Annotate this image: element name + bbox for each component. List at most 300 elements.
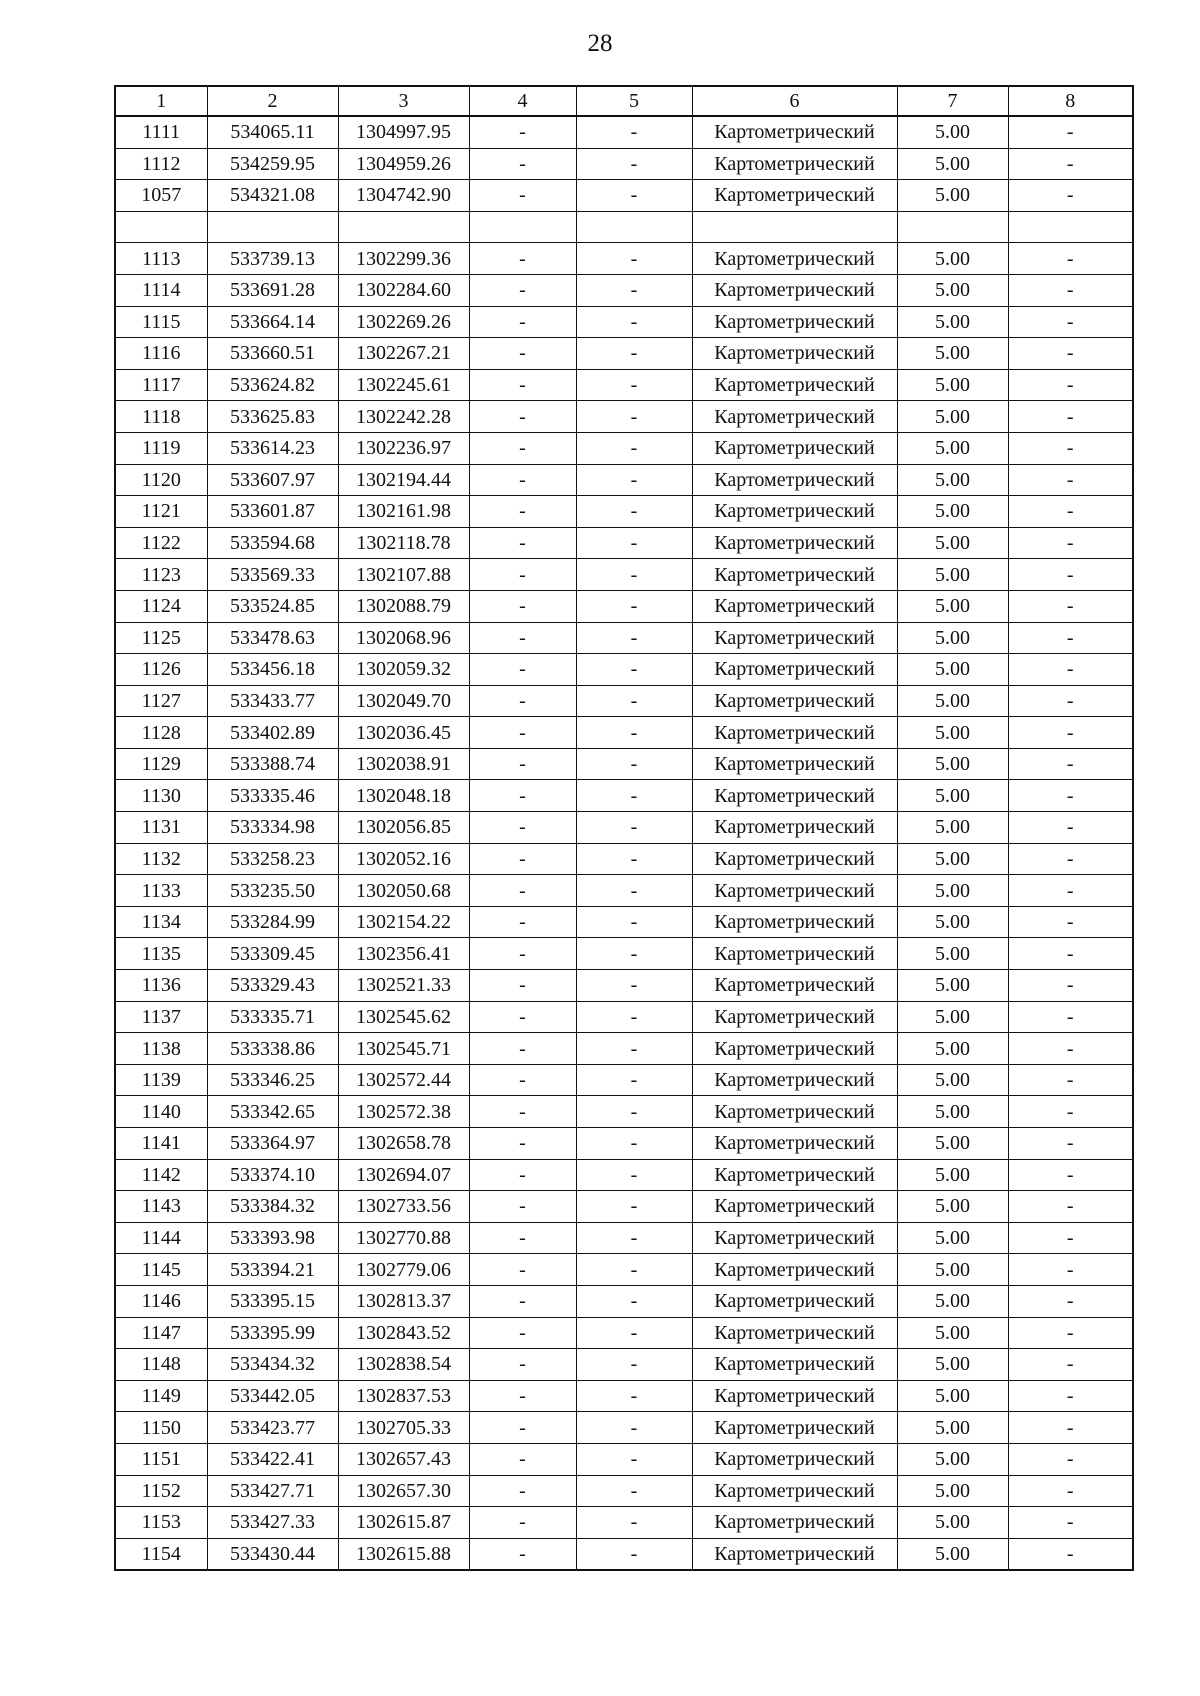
method-cell: Картометрический: [692, 464, 897, 496]
column-8-cell: -: [1008, 1128, 1133, 1160]
column-8-cell: -: [1008, 906, 1133, 938]
accuracy-cell: 5.00: [897, 1507, 1008, 1539]
column-4-cell: -: [469, 559, 576, 591]
method-cell: Картометрический: [692, 369, 897, 401]
accuracy-cell: 5.00: [897, 906, 1008, 938]
point-number-cell: 1133: [115, 875, 207, 907]
y-coordinate-cell: 1302048.18: [338, 780, 469, 812]
column-5-cell: -: [576, 1159, 692, 1191]
method-cell: Картометрический: [692, 1412, 897, 1444]
method-cell: Картометрический: [692, 843, 897, 875]
column-4-cell: -: [469, 1285, 576, 1317]
point-number-cell: 1144: [115, 1222, 207, 1254]
column-5-cell: -: [576, 717, 692, 749]
accuracy-cell: 5.00: [897, 1475, 1008, 1507]
column-4-cell: -: [469, 1507, 576, 1539]
accuracy-cell: 5.00: [897, 590, 1008, 622]
x-coordinate-cell: 533342.65: [207, 1096, 338, 1128]
y-coordinate-cell: 1302545.62: [338, 1001, 469, 1033]
method-cell: Картометрический: [692, 906, 897, 938]
point-number-cell: 1139: [115, 1064, 207, 1096]
column-4-cell: -: [469, 717, 576, 749]
accuracy-cell: 5.00: [897, 970, 1008, 1002]
x-coordinate-cell: 533395.15: [207, 1285, 338, 1317]
point-number-cell: 1117: [115, 369, 207, 401]
table-row: [115, 1507, 1133, 1539]
table-header: [115, 86, 1133, 116]
table-row: [115, 748, 1133, 780]
y-coordinate-cell: 1302267.21: [338, 338, 469, 370]
accuracy-cell: 5.00: [897, 432, 1008, 464]
point-number-cell: 1127: [115, 685, 207, 717]
point-number-cell: 1152: [115, 1475, 207, 1507]
column-4-cell: -: [469, 843, 576, 875]
column-8-cell: -: [1008, 1475, 1133, 1507]
point-number-cell: 1136: [115, 970, 207, 1002]
column-4-cell: -: [469, 875, 576, 907]
y-coordinate-cell: 1302705.33: [338, 1412, 469, 1444]
table-row: [115, 496, 1133, 528]
y-coordinate-cell: 1302050.68: [338, 875, 469, 907]
point-number-cell: 1135: [115, 938, 207, 970]
column-5-cell: -: [576, 685, 692, 717]
method-cell: Картометрический: [692, 527, 897, 559]
column-4-cell: -: [469, 243, 576, 275]
y-coordinate-cell: 1302269.26: [338, 306, 469, 338]
column-5-cell: -: [576, 1096, 692, 1128]
accuracy-cell: 5.00: [897, 1443, 1008, 1475]
y-coordinate-cell: [338, 211, 469, 243]
table-body: [115, 116, 1133, 1570]
accuracy-cell: 5.00: [897, 1128, 1008, 1160]
point-number-cell: 1151: [115, 1443, 207, 1475]
method-cell: Картометрический: [692, 717, 897, 749]
column-4-cell: -: [469, 1349, 576, 1381]
x-coordinate-cell: 533456.18: [207, 654, 338, 686]
column-5-cell: -: [576, 1507, 692, 1539]
accuracy-cell: 5.00: [897, 1349, 1008, 1381]
y-coordinate-cell: 1302194.44: [338, 464, 469, 496]
table-row: [115, 906, 1133, 938]
column-4-cell: -: [469, 1222, 576, 1254]
x-coordinate-cell: 533427.33: [207, 1507, 338, 1539]
x-coordinate-cell: 533329.43: [207, 970, 338, 1002]
x-coordinate-cell: 533335.71: [207, 1001, 338, 1033]
accuracy-cell: 5.00: [897, 306, 1008, 338]
table-row: [115, 1128, 1133, 1160]
y-coordinate-cell: 1302843.52: [338, 1317, 469, 1349]
x-coordinate-cell: 533442.05: [207, 1380, 338, 1412]
column-4-cell: -: [469, 622, 576, 654]
y-coordinate-cell: 1302615.88: [338, 1538, 469, 1570]
method-cell: Картометрический: [692, 1033, 897, 1065]
column-8-cell: -: [1008, 685, 1133, 717]
method-cell: Картометрический: [692, 1096, 897, 1128]
x-coordinate-cell: 533434.32: [207, 1349, 338, 1381]
column-5-cell: -: [576, 1001, 692, 1033]
x-coordinate-cell: 533624.82: [207, 369, 338, 401]
column-5-cell: -: [576, 622, 692, 654]
y-coordinate-cell: 1302615.87: [338, 1507, 469, 1539]
y-coordinate-cell: 1302837.53: [338, 1380, 469, 1412]
column-5-cell: -: [576, 590, 692, 622]
accuracy-cell: 5.00: [897, 780, 1008, 812]
column-4-cell: -: [469, 527, 576, 559]
column-4-cell: -: [469, 748, 576, 780]
table-row: [115, 401, 1133, 433]
column-8-cell: -: [1008, 1001, 1133, 1033]
x-coordinate-cell: [207, 211, 338, 243]
column-8-cell: -: [1008, 1191, 1133, 1223]
y-coordinate-cell: 1302770.88: [338, 1222, 469, 1254]
column-5-cell: -: [576, 654, 692, 686]
method-cell: Картометрический: [692, 812, 897, 844]
column-4-cell: -: [469, 401, 576, 433]
x-coordinate-cell: 533338.86: [207, 1033, 338, 1065]
table-row: [115, 432, 1133, 464]
y-coordinate-cell: 1302356.41: [338, 938, 469, 970]
x-coordinate-cell: 533524.85: [207, 590, 338, 622]
point-number-cell: 1143: [115, 1191, 207, 1223]
column-4-cell: -: [469, 1128, 576, 1160]
column-5-cell: -: [576, 180, 692, 212]
table-row: [115, 1380, 1133, 1412]
column-8-cell: -: [1008, 496, 1133, 528]
column-4-cell: -: [469, 1064, 576, 1096]
header-row: [115, 86, 1133, 116]
column-5-cell: -: [576, 1222, 692, 1254]
y-coordinate-cell: 1302838.54: [338, 1349, 469, 1381]
y-coordinate-cell: 1302036.45: [338, 717, 469, 749]
y-coordinate-cell: 1302658.78: [338, 1128, 469, 1160]
column-5-cell: -: [576, 1349, 692, 1381]
y-coordinate-cell: 1302049.70: [338, 685, 469, 717]
accuracy-cell: 5.00: [897, 622, 1008, 654]
method-cell: Картометрический: [692, 274, 897, 306]
column-8-cell: -: [1008, 401, 1133, 433]
column-8-cell: -: [1008, 843, 1133, 875]
accuracy-cell: 5.00: [897, 843, 1008, 875]
column-5-cell: -: [576, 496, 692, 528]
column-5-cell: -: [576, 243, 692, 275]
point-number-cell: 1125: [115, 622, 207, 654]
y-coordinate-cell: 1302545.71: [338, 1033, 469, 1065]
x-coordinate-cell: 533422.41: [207, 1443, 338, 1475]
column-5-cell: -: [576, 1254, 692, 1286]
y-coordinate-cell: 1302657.43: [338, 1443, 469, 1475]
accuracy-cell: 5.00: [897, 338, 1008, 370]
point-number-cell: 1116: [115, 338, 207, 370]
accuracy-cell: 5.00: [897, 1001, 1008, 1033]
column-5-cell: -: [576, 1317, 692, 1349]
column-5-cell: -: [576, 1285, 692, 1317]
column-5-cell: -: [576, 875, 692, 907]
method-cell: Картометрический: [692, 1191, 897, 1223]
column-4-cell: -: [469, 685, 576, 717]
column-5-cell: -: [576, 1443, 692, 1475]
table-row: [115, 369, 1133, 401]
table-row: [115, 875, 1133, 907]
column-8-cell: -: [1008, 717, 1133, 749]
point-number-cell: 1154: [115, 1538, 207, 1570]
x-coordinate-cell: 533660.51: [207, 338, 338, 370]
column-header-2: 2: [207, 86, 338, 116]
point-number-cell: 1112: [115, 148, 207, 180]
x-coordinate-cell: 533427.71: [207, 1475, 338, 1507]
method-cell: Картометрический: [692, 1475, 897, 1507]
table-row: [115, 812, 1133, 844]
table-row: [115, 527, 1133, 559]
x-coordinate-cell: 533402.89: [207, 717, 338, 749]
point-number-cell: 1145: [115, 1254, 207, 1286]
table-row: [115, 717, 1133, 749]
column-8-cell: -: [1008, 1159, 1133, 1191]
column-4-cell: -: [469, 780, 576, 812]
method-cell: Картометрический: [692, 622, 897, 654]
column-header-3: 3: [338, 86, 469, 116]
y-coordinate-cell: 1302572.38: [338, 1096, 469, 1128]
x-coordinate-cell: 534321.08: [207, 180, 338, 212]
method-cell: Картометрический: [692, 1159, 897, 1191]
table-row: [115, 970, 1133, 1002]
table-row: [115, 1096, 1133, 1128]
table-row: [115, 1064, 1133, 1096]
column-5-cell: -: [576, 432, 692, 464]
column-5-cell: -: [576, 274, 692, 306]
x-coordinate-cell: 533433.77: [207, 685, 338, 717]
column-8-cell: -: [1008, 369, 1133, 401]
point-number-cell: 1131: [115, 812, 207, 844]
table-row: [115, 559, 1133, 591]
x-coordinate-cell: 533309.45: [207, 938, 338, 970]
column-4-cell: -: [469, 812, 576, 844]
method-cell: Картометрический: [692, 1285, 897, 1317]
table-row: [115, 180, 1133, 212]
y-coordinate-cell: 1302572.44: [338, 1064, 469, 1096]
column-5-cell: -: [576, 369, 692, 401]
accuracy-cell: 5.00: [897, 685, 1008, 717]
column-8-cell: -: [1008, 243, 1133, 275]
point-number-cell: 1124: [115, 590, 207, 622]
method-cell: Картометрический: [692, 748, 897, 780]
column-4-cell: -: [469, 1475, 576, 1507]
column-5-cell: [576, 211, 692, 243]
column-8-cell: -: [1008, 1380, 1133, 1412]
accuracy-cell: 5.00: [897, 527, 1008, 559]
page-number: 28: [587, 30, 613, 57]
point-number-cell: 1142: [115, 1159, 207, 1191]
column-8-cell: -: [1008, 590, 1133, 622]
column-8-cell: -: [1008, 1096, 1133, 1128]
y-coordinate-cell: 1302038.91: [338, 748, 469, 780]
column-5-cell: -: [576, 148, 692, 180]
method-cell: Картометрический: [692, 1001, 897, 1033]
column-8-cell: -: [1008, 338, 1133, 370]
column-5-cell: -: [576, 938, 692, 970]
column-4-cell: -: [469, 1033, 576, 1065]
x-coordinate-cell: 533395.99: [207, 1317, 338, 1349]
y-coordinate-cell: 1304959.26: [338, 148, 469, 180]
point-number-cell: 1130: [115, 780, 207, 812]
table-row: [115, 274, 1133, 306]
column-8-cell: [1008, 211, 1133, 243]
column-8-cell: -: [1008, 1538, 1133, 1570]
accuracy-cell: 5.00: [897, 116, 1008, 148]
y-coordinate-cell: 1302299.36: [338, 243, 469, 275]
method-cell: Картометрический: [692, 1064, 897, 1096]
column-5-cell: -: [576, 1475, 692, 1507]
column-8-cell: -: [1008, 464, 1133, 496]
method-cell: Картометрический: [692, 875, 897, 907]
x-coordinate-cell: 533423.77: [207, 1412, 338, 1444]
x-coordinate-cell: 533374.10: [207, 1159, 338, 1191]
x-coordinate-cell: 533430.44: [207, 1538, 338, 1570]
column-8-cell: -: [1008, 938, 1133, 970]
column-4-cell: -: [469, 432, 576, 464]
accuracy-cell: [897, 211, 1008, 243]
method-cell: Картометрический: [692, 970, 897, 1002]
method-cell: Картометрический: [692, 1380, 897, 1412]
point-number-cell: [115, 211, 207, 243]
table-row: [115, 1475, 1133, 1507]
point-number-cell: 1150: [115, 1412, 207, 1444]
column-4-cell: -: [469, 1380, 576, 1412]
table-row: [115, 1222, 1133, 1254]
column-8-cell: -: [1008, 622, 1133, 654]
method-cell: Картометрический: [692, 496, 897, 528]
column-4-cell: -: [469, 1412, 576, 1444]
table-row: [115, 116, 1133, 148]
column-header-6: 6: [692, 86, 897, 116]
column-5-cell: -: [576, 527, 692, 559]
column-5-cell: -: [576, 812, 692, 844]
x-coordinate-cell: 533346.25: [207, 1064, 338, 1096]
column-4-cell: -: [469, 148, 576, 180]
column-8-cell: -: [1008, 116, 1133, 148]
column-header-1: 1: [115, 86, 207, 116]
column-5-cell: -: [576, 1412, 692, 1444]
x-coordinate-cell: 533258.23: [207, 843, 338, 875]
x-coordinate-cell: 533284.99: [207, 906, 338, 938]
column-8-cell: -: [1008, 1064, 1133, 1096]
point-number-cell: 1146: [115, 1285, 207, 1317]
point-number-cell: 1126: [115, 654, 207, 686]
point-number-cell: 1120: [115, 464, 207, 496]
column-8-cell: -: [1008, 527, 1133, 559]
method-cell: Картометрический: [692, 1538, 897, 1570]
column-8-cell: -: [1008, 559, 1133, 591]
column-8-cell: -: [1008, 1285, 1133, 1317]
y-coordinate-cell: 1302161.98: [338, 496, 469, 528]
column-8-cell: -: [1008, 180, 1133, 212]
accuracy-cell: 5.00: [897, 369, 1008, 401]
method-cell: Картометрический: [692, 116, 897, 148]
accuracy-cell: 5.00: [897, 812, 1008, 844]
column-header-8: 8: [1008, 86, 1133, 116]
column-8-cell: -: [1008, 748, 1133, 780]
accuracy-cell: 5.00: [897, 1191, 1008, 1223]
x-coordinate-cell: 533569.33: [207, 559, 338, 591]
accuracy-cell: 5.00: [897, 559, 1008, 591]
y-coordinate-cell: 1302242.28: [338, 401, 469, 433]
y-coordinate-cell: 1302107.88: [338, 559, 469, 591]
y-coordinate-cell: 1302059.32: [338, 654, 469, 686]
column-8-cell: -: [1008, 1033, 1133, 1065]
column-5-cell: -: [576, 306, 692, 338]
column-4-cell: -: [469, 1317, 576, 1349]
column-5-cell: -: [576, 401, 692, 433]
method-cell: Картометрический: [692, 1128, 897, 1160]
column-4-cell: -: [469, 970, 576, 1002]
y-coordinate-cell: 1302694.07: [338, 1159, 469, 1191]
method-cell: Картометрический: [692, 938, 897, 970]
accuracy-cell: 5.00: [897, 401, 1008, 433]
x-coordinate-cell: 533384.32: [207, 1191, 338, 1223]
point-number-cell: 1153: [115, 1507, 207, 1539]
method-cell: Картометрический: [692, 780, 897, 812]
column-header-5: 5: [576, 86, 692, 116]
table-row: [115, 1001, 1133, 1033]
y-coordinate-cell: 1302088.79: [338, 590, 469, 622]
table-row: [115, 1443, 1133, 1475]
column-8-cell: -: [1008, 780, 1133, 812]
column-5-cell: -: [576, 116, 692, 148]
column-5-cell: -: [576, 1380, 692, 1412]
column-5-cell: -: [576, 1538, 692, 1570]
column-8-cell: -: [1008, 1317, 1133, 1349]
y-coordinate-cell: 1302056.85: [338, 812, 469, 844]
accuracy-cell: 5.00: [897, 938, 1008, 970]
method-cell: Картометрический: [692, 1317, 897, 1349]
method-cell: [692, 211, 897, 243]
table-row: [115, 1191, 1133, 1223]
method-cell: Картометрический: [692, 180, 897, 212]
y-coordinate-cell: 1302813.37: [338, 1285, 469, 1317]
accuracy-cell: 5.00: [897, 1380, 1008, 1412]
column-5-cell: -: [576, 843, 692, 875]
column-4-cell: -: [469, 369, 576, 401]
column-8-cell: -: [1008, 654, 1133, 686]
method-cell: Картометрический: [692, 685, 897, 717]
y-coordinate-cell: 1304742.90: [338, 180, 469, 212]
method-cell: Картометрический: [692, 306, 897, 338]
method-cell: Картометрический: [692, 1507, 897, 1539]
table-row: [115, 306, 1133, 338]
y-coordinate-cell: 1302657.30: [338, 1475, 469, 1507]
point-number-cell: 1123: [115, 559, 207, 591]
x-coordinate-cell: 533235.50: [207, 875, 338, 907]
point-number-cell: 1132: [115, 843, 207, 875]
column-8-cell: -: [1008, 1507, 1133, 1539]
method-cell: Картометрический: [692, 243, 897, 275]
column-8-cell: -: [1008, 1443, 1133, 1475]
table-row: [115, 243, 1133, 275]
column-4-cell: -: [469, 906, 576, 938]
x-coordinate-cell: 533739.13: [207, 243, 338, 275]
column-8-cell: -: [1008, 306, 1133, 338]
column-5-cell: -: [576, 464, 692, 496]
table-row: [115, 1033, 1133, 1065]
accuracy-cell: 5.00: [897, 464, 1008, 496]
point-number-cell: 1121: [115, 496, 207, 528]
accuracy-cell: 5.00: [897, 1538, 1008, 1570]
column-5-cell: -: [576, 1191, 692, 1223]
column-4-cell: -: [469, 274, 576, 306]
x-coordinate-cell: 533393.98: [207, 1222, 338, 1254]
column-4-cell: -: [469, 180, 576, 212]
accuracy-cell: 5.00: [897, 496, 1008, 528]
column-8-cell: -: [1008, 432, 1133, 464]
